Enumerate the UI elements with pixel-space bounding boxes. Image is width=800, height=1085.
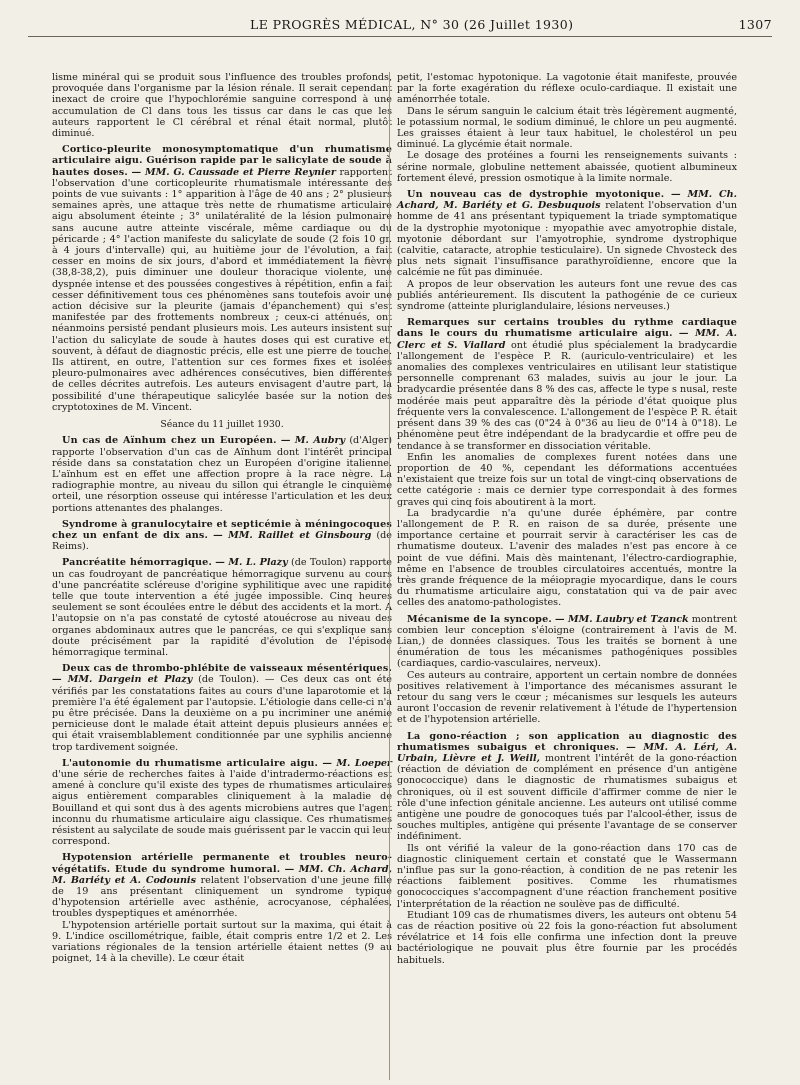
paragraph-text: La bradycardie n'a qu'une durée éphémère, par contre l'allongement de P. R. en raison de sa durée, présente une importance certaine et pourrait servir à caractériser les cas de rhumatisme douteux. L'avenir des malades n'est pas encore à ce point de vue défini. Mais dès maintenant, l'électro-cardiographie, même en l'absence de troubles circulatoires accentués, montre la très grande fréquence de la méiopragie myocardique, dans le cours du rhumatisme articulaire aigu, constatation qui va de pair avec celles des anatomo-pathologistes.: [397, 507, 737, 609]
paragraph-text: L'hypotension artérielle portait surtout sur la maxima, qui était à 9. L'indice oscillométrique, faible, était compris entre 1/2 et 2. Les variations régionales de la tension artérielle étaient nettes (9 au poignet, 14 à la cheville). Le cœur était: [52, 919, 392, 965]
paragraph-text: Enfin les anomalies de complexes furent notées dans une proportion de 40 %, cependant les déformations accentuées n'existaient que treize fois sur un total de vingt-cinq observations de cette catégorie : mais ce dernier type correspondait à des formes graves qui cinq fois aboutirent à la mort.: [397, 451, 737, 508]
paragraph: [397, 910, 737, 966]
paragraph-text: lisme minéral qui se produit sous l'influence des troubles profonds, provoquée dans l'organisme par la lésion rénale. Il serait cependant inexact de croire que l'hypochlorémie sanguine correspond à une accumulation de Cl dans tous les tissus car dans le cas que les auteurs rapportent le Cl cérébral et rénal était normal, plutôt diminué.: [52, 72, 392, 140]
article-section: [52, 519, 392, 553]
article-authors: — MM. A. Léri, A. Urbain, Lièvre et J. Weill,: [397, 741, 737, 764]
article-authors: — M. Loeper: [322, 757, 392, 769]
right-column: [397, 72, 737, 966]
article-title: Syndrome à granulocytaire et septicémie à méningocoques chez un enfant de dix ans.: [52, 518, 392, 541]
article-authors: — MM. Ch. Achard, M. Bariéty et G. Desbuquois: [397, 189, 737, 212]
article-section: [52, 144, 392, 413]
article-authors: — MM. Raillet et Ginsbourg: [213, 529, 372, 541]
article-section: [52, 435, 392, 513]
paragraph-text: Etudiant 109 cas de rhumatismes divers, les auteurs ont obtenu 54 cas de réaction positive où 22 fois la gono-réaction fut absolument révélatrice et 14 fois elle confirma une infection dont la preuve bactériologique ne pouvait plus être fournie par les procédés habituels.: [397, 909, 737, 966]
article-title: Un cas de Aïnhum chez un Européen.: [62, 435, 277, 447]
paragraph-text: Dans le sérum sanguin le calcium était très légèrement augmenté, le potassium normal, le sodium diminué, le chlore un peu augmenté. Les graisses étaient à leur taux habituel, le cholestérol un peu diminué. La glycémie était normale.: [397, 105, 737, 151]
paragraph: [52, 920, 392, 965]
article-title: Remarques sur certains troubles du rythme cardiaque dans le cours du rhumatisme articulaire aigu.: [397, 317, 737, 340]
paragraph-text: (de Toulon) rapporte un cas foudroyant de pancréatique hémorragique survenu au cours d'une pancréatite scléreuse d'origine syphilitique avec une rapidité telle que toute intervention a été jugée impossible. Cinq heures seulement se sont écoulées entre le début des accidents et la mort. A l'autopsie on n'a pas constaté de cytosté atouécrose au niveau des organes abdominaux autres que le pancréas, ce qui s'explique sans doute précisément par la rapidité d'évolution de l'épisode hémorragique terminal.: [52, 557, 392, 658]
header-rule: [28, 36, 772, 37]
article-authors: — M. L. Plazy: [215, 557, 288, 569]
running-title: LE PROGRÈS MÉDICAL, N° 30 (26 Juillet 1930): [250, 17, 574, 32]
paragraph-text: montrent combien leur conception s'éloigne (contrairement à l'avis de M. Lian,) de données classiques. Tous les traités se bornent à une énumération de tous les mécanismes pathogéniques possibles (cardiaques, cardio-vasculaires, nerveux).: [397, 613, 737, 670]
article-authors: — MM. Laubry et Tzanck: [555, 613, 689, 625]
column-divider: [389, 72, 390, 1080]
article-section: [397, 614, 737, 670]
paragraph-text: d'une série de recherches faites à l'aide d'intradermo-réactions est amené à conclure qu'il existe des types de rhumatismes articulaires aigus entièrement comparables cliniquement à la maladie de Bouilland et qui sont dus à des agents microbiens autres que l'agent inconnu du rhumatisme articulaire aigu classique. Ces rhumatismes résistent au salycilate de soude mais guérissent par le vaccin qui leur correspond.: [52, 768, 392, 848]
paragraph-text: (de Reims).: [52, 529, 392, 553]
page-number: 1307: [738, 17, 772, 32]
article-section: [397, 189, 737, 279]
article-section: [397, 317, 737, 451]
paragraph: [397, 279, 737, 313]
article-section: [397, 731, 737, 843]
article-authors: — MM. Dargein et Plazy: [52, 674, 193, 686]
article-title: Mécanisme de la syncope.: [407, 613, 552, 625]
seance-heading: Séance du 11 juillet 1930.: [160, 419, 284, 431]
article-authors: — M. Aubry: [280, 435, 346, 447]
paragraph: [397, 843, 737, 910]
paragraph: [397, 72, 737, 106]
article-authors: — MM. Ch. Achard, M. Bariéty et A. Codounis: [52, 863, 392, 886]
paragraph: [397, 150, 737, 184]
article-title: Hypotension artérielle permanente et troubles neuro-végétatifs. Etude du syndrome humoral.: [52, 852, 392, 875]
paragraph-text: ont étudié plus spécialement la bradycardie l'allongement de l'espèce P. R. (auriculo-ventriculaire) et les anomalies des complexes ventriculaires en utilisant leur statistique personnelle comprenant 63 malades, suivis au jour le jour. La bradycardie présentée dans 8 % des cas, affecte le type s nusal, reste modérée mais peut apparaître dès la période d'état quoique plus fréquente vers la convalescence. L'allongement de l'espèce P. R. était présent dans 39 % des cas (0"24 à 0"36 au lieu de 0"14 à 0"18). Le phénomène peut être indépendant de la bradycardie et offre peu de tendance à se transformer en dissociation véritable.: [397, 339, 737, 452]
paragraph: [52, 72, 392, 139]
article-authors: — MM. G. Caussade et Pierre Reynier: [131, 166, 336, 178]
paragraph-text: montrent l'intérêt de la gono-réaction (réaction de déviation de complément en présence d'un antigène gonococcique) dans le diagnostic de rhumatismes subaigus et chroniques, où il est souvent difficile d'affirmer comme de nier le rôle d'une infection génitale ancienne. Les auteurs ont utilisé comme antigène une poudre de gonocoques tués par l'alcool-éther, issus de souches multiples, antigène qui présente l'avantage de se conserver indéfiniment.: [397, 752, 737, 843]
article-section: [52, 852, 392, 919]
paragraph-text: petit, l'estomac hypotonique. La vagotonie était manifeste, prouvée par la forte exagération du réflexe oculo-cardiaque. Il existait une aménorrhée totale.: [397, 72, 737, 106]
article-title: L'autonomie du rhumatisme articulaire aigu.: [62, 757, 319, 769]
article-authors: — MM. A. Clerc et S. Viallard: [397, 328, 737, 351]
paragraph-text: relatent l'observation d'une jeune fille de 19 ans présentant cliniquement un syndrome typique d'hypotension artérielle avec asthénie, acrocyanose, céphalées, troubles dyspeptiques et aménorrhée.: [52, 874, 392, 920]
paragraph-text: Ces auteurs au contraire, apportent un certain nombre de données positives relativement à l'importance des mécanismes assurant le retour du sang vers le cœur ; mécanismes sur lesquels les auteurs auront l'occasion de revenir relativement à l'étude de l'hypertension et de l'hypotension artérielle.: [397, 669, 737, 726]
paragraph-text: Le dosage des protéines a fourni les renseignements suivants : sérine normale, globuline nettement abaissée, quotient albumineux fortement élevé, pression osmotique à la limite normale.: [397, 150, 737, 184]
paragraph: [397, 106, 737, 151]
paragraph-text: rapportent l'observation d'une corticopleurite rhumatismale intéressante des points de vue suivants : 1° apparition à l'âge de 40 ans ; 2° plusieurs semaines après, une attaque très nette de rhumatisme articulaire aigu absolument éteinte ; 3° unilatéralité de la lésion pulmonaire sans aucune autre atteinte viscérale, même cardiaque ou du péricarde ; 4° l'action manifeste du salicylate de soude (2 fois 10 gr. à 4 jours d'intervalle) qui, au huitième jour de l'évolution, a fait cesser en moins de six jours, d'abord et immédiatement la fièvre (38,8-38,2), puis diminuer une douleur thoracique violente, une dyspnée intense et des poussées congestives à répétition, enfin a fait cesser définitivement tous ces phénomènes sans toutefois avoir une action décisive sur la pleurite (jamais d'épanchement) qui s'est manifestée par des frottements nombreux ; ceux-ci atténués, ont néanmoins persisté pendant plusieurs mois. Les auteurs insistent sur l'action du salicylate de soude à hautes doses qui est curative et, souvent, à défaut de diagnostic précis, elle est une pierre de touche. Ils attirent, en outre, l'attention sur ces formes fixes et isolées pleuro-pulmonaires avec adhérences consécutives, bien différentes de celles décrites autrefois. Les auteurs envisagent d'autre part, la possibilité d'une thérapeutique salicylée basée sur la notion des cryptotoxines de M. Vincent.: [52, 166, 392, 413]
article-title: Pancréatite hémorragique.: [62, 557, 212, 569]
left-column: [52, 72, 392, 964]
article-title: Cortico-pleurite monosymptomatique d'un rhumatisme articulaire aigu. Guérison rapide par le salicylate de soude à hautes doses.: [52, 144, 392, 178]
article-title: Un nouveau cas de dystrophie myotonique.: [407, 189, 665, 201]
article-section: [52, 557, 392, 658]
running-header: [250, 10, 772, 32]
article-title: La gono-réaction ; son application au diagnostic des rhumatismes subaigus et chroniques.: [397, 730, 737, 753]
paragraph-text: (de Toulon). — Ces deux cas ont été vérifiés par les constatations faites au cours d'une laparotomie et la première l'a été également par l'autopsie. L'étiologie dans celle-ci n'a pu être précisée. Dans la deuxième on a pu incriminer une anémie pernicieuse dont le malade était atteint depuis plusieurs années et qui était vraisemblablement conditionnée par une syphilis ancienne trop tardivement soignée.: [52, 674, 392, 753]
article-section: [52, 663, 392, 753]
article-section: [52, 758, 392, 848]
paragraph: [397, 452, 737, 508]
paragraph: [397, 508, 737, 609]
paragraph-text: (d'Alger) rapporte l'observation d'un cas de Aïnhum dont l'intérêt principal réside dans sa constatation chez un Européen d'origine italienne. L'aïnhum est en effet une affection propre à la race nègre. La radiographie montre, au niveau du sillon qui étrangle le cinquième orteil, une résorption osseuse qui intéresse l'articulation et les deux portions attenantes des phalanges.: [52, 435, 392, 514]
paragraph-text: Ils ont vérifié la valeur de la gono-réaction dans 170 cas de diagnostic cliniquement certain et constaté que le Wassermann n'influe pas sur la gono-réaction, à condition de ne pas retenir les réactions faiblement positives. Comme les rhumatismes gonococciques s'accompagnent d'une réaction franchement positive l'interprétation de la réaction ne soulève pas de difficulté.: [397, 842, 737, 910]
paragraph-text: relatent l'observation d'un homme de 41 ans présentant typiquement la triade symptomatique de la dystrophie myotonique : myopathie avec amyotrophie distale, myotonie débordant sur l'amyotrophie, syndrome dystrophique (calvitie, cataracte, atrophie testiculaire). Un signede Chvosteck des plus nets signait l'insuffisance parathyroïdienne, encore que la calcémie ne fût pas diminuée.: [397, 200, 737, 279]
paragraph: [397, 670, 737, 726]
article-title: Deux cas de thrombo-phlébite de vaisseaux mésentériques.: [62, 663, 392, 675]
paragraph-text: A propos de leur observation les auteurs font une revue des cas publiés antérieurement. Ils discutent la pathogénie de ce curieux syndrome (atteinte pluriglandulaire, lésions nerveuses.): [397, 278, 737, 313]
